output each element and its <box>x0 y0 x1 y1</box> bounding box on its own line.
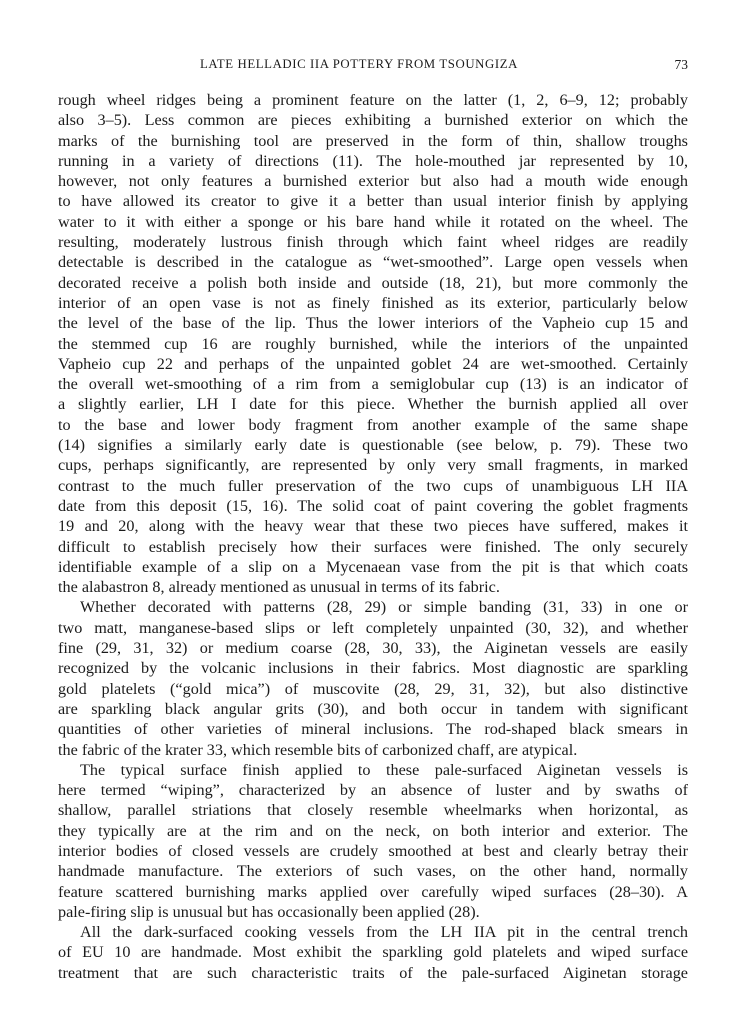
text-line: feature scattered burnishing marks applied over carefully wiped surfaces (28–30). A <box>58 882 688 901</box>
text-line: are sparkling black angular grits (30), and both occur in tandem with significant <box>58 699 688 718</box>
text-line: running in a variety of directions (11). The hole-mouthed jar represented by 10, <box>58 151 688 170</box>
text-line: the stemmed cup 16 are roughly burnished, while the interiors of the unpainted <box>58 334 688 353</box>
text-line: identifiable example of a slip on a Mycenaean vase from the pit is that which coats <box>58 557 688 576</box>
text-line: of EU 10 are handmade. Most exhibit the sparkling gold platelets and wiped surface <box>58 943 688 962</box>
text-line: handmade manufacture. The exteriors of such vases, on the other hand, normally <box>58 862 688 881</box>
text-line: (14) signifies a similarly early date is questionable (see below, p. 79). These two <box>58 436 688 455</box>
text-line: pale-firing slip is unusual but has occasionally been applied (28). <box>58 902 480 921</box>
paragraph <box>58 90 688 597</box>
text-line: to the base and lower body fragment from another example of the same shape <box>58 415 688 434</box>
text-line: two matt, manganese-based slips or left completely unpainted (30, 32), and whether <box>58 618 688 637</box>
text-line: 19 and 20, along with the heavy wear that these two pieces have suffered, makes it <box>58 517 688 536</box>
text-line: however, not only features a burnished exterior but also had a mouth wide enough <box>58 172 688 191</box>
text-line: difficult to establish precisely how their surfaces were finished. The only securely <box>58 537 688 556</box>
text-line: interior of an open vase is not as finely finished as its exterior, particularly below <box>58 293 688 312</box>
text-line: rough wheel ridges being a prominent feature on the latter (1, 2, 6–9, 12; probably <box>58 91 688 109</box>
text-line: cups, perhaps significantly, are represented by only very small fragments, in marked <box>58 456 688 475</box>
text-line: treatment that are such characteristic traits of the pale-surfaced Aiginetan storage <box>58 963 688 982</box>
page-number: 73 <box>674 57 688 72</box>
text-line: quantities of other varieties of mineral inclusions. The rod-shaped black smears in <box>58 720 688 739</box>
text-line: the overall wet-smoothing of a rim from a semiglobular cup (13) is an indicator of <box>58 375 688 394</box>
text-line: marks of the burnishing tool are preserved in the form of thin, shallow troughs <box>58 131 688 150</box>
text-line: the alabastron 8, already mentioned as unusual in terms of its fabric. <box>58 578 500 597</box>
text-line: shallow, parallel striations that closely resemble wheelmarks when horizontal, as <box>58 801 688 820</box>
paragraph <box>58 597 688 759</box>
text-line: water to it with either a sponge or his bare hand while it rotated on the wheel. The <box>58 212 688 231</box>
running-title: LATE HELLADIC IIA POTTERY FROM TSOUNGIZA <box>200 57 518 71</box>
text-line: fine (29, 31, 32) or medium coarse (28, 30, 33), the Aiginetan vessels are easily <box>58 639 688 658</box>
text-line: recognized by the volcanic inclusions in their fabrics. Most diagnostic are sparkling <box>58 659 688 678</box>
text-line: here termed “wiping”, characterized by an absence of luster and by swaths of <box>58 781 688 800</box>
running-header <box>58 57 688 77</box>
text-line: All the dark-surfaced cooking vessels from the LH IIA pit in the central trench <box>80 923 688 942</box>
text-line: they typically are at the rim and on the neck, on both interior and exterior. The <box>58 821 688 840</box>
text-line: the level of the base of the lip. Thus the lower interiors of the Vapheio cup 15 and <box>58 314 688 333</box>
text-line: Whether decorated with patterns (28, 29) or simple banding (31, 33) in one or <box>80 598 688 617</box>
text-line: resulting, moderately lustrous finish through which faint wheel ridges are readily <box>58 233 688 252</box>
text-line: The typical surface finish applied to these pale-surfaced Aiginetan vessels is <box>80 760 688 779</box>
body-text <box>58 90 688 983</box>
text-line: detectable is described in the catalogue as “wet-smoothed”. Large open vessels when <box>58 253 688 272</box>
text-line: decorated receive a polish both inside and outside (18, 21), but more commonly the <box>58 273 688 292</box>
text-line: also 3–5). Less common are pieces exhibiting a burnished exterior on which the <box>58 111 688 130</box>
text-line: a slightly earlier, LH I date for this piece. Whether the burnish applied all over <box>58 395 688 414</box>
text-line: interior bodies of closed vessels are crudely smoothed at best and clearly betray their <box>58 841 688 860</box>
text-line: the fabric of the krater 33, which resemble bits of carbonized chaff, are atypical. <box>58 740 578 759</box>
paragraph <box>58 922 688 983</box>
paragraph <box>58 760 688 922</box>
text-line: contrast to the much fuller preservation of the two cups of unambiguous LH IIA <box>58 476 688 495</box>
text-line: to have allowed its creator to give it a better than usual interior finish by applying <box>58 192 688 211</box>
text-line: gold platelets (“gold mica”) of muscovite (28, 29, 31, 32), but also distinctive <box>58 679 688 698</box>
text-line: Vapheio cup 22 and perhaps of the unpainted goblet 24 are wet-smoothed. Certainly <box>58 354 688 373</box>
text-line: date from this deposit (15, 16). The solid coat of paint covering the goblet fragments <box>58 496 688 515</box>
